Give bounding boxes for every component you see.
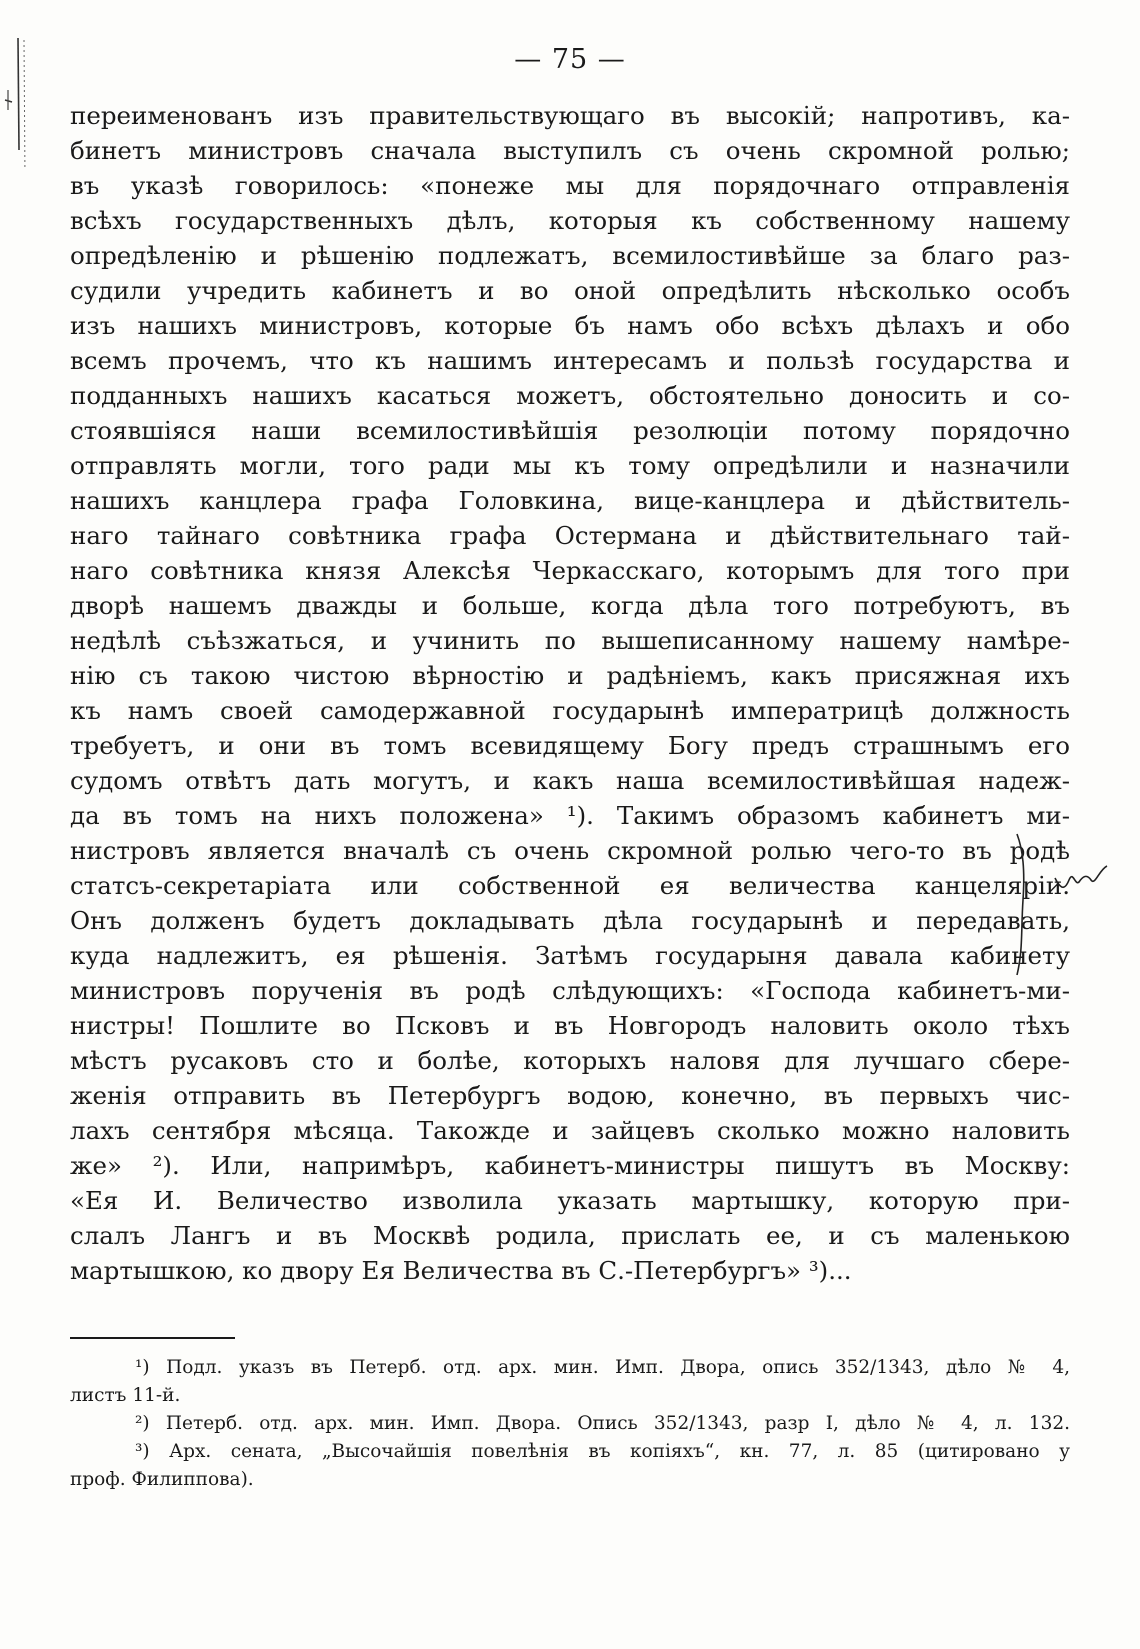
body-line: нистры! Пошлите во Псковъ и въ Новгородъ наловить около тѣхъ [70, 1011, 1070, 1040]
right-margin-bracket-mark [1015, 830, 1125, 980]
body-line: нію съ такою чистою вѣрностію и радѣніемъ, какъ присяжная ихъ [70, 661, 1070, 690]
body-line: нашихъ канцлера графа Головкина, вице-канцлера и дѣйствитель- [70, 486, 1070, 515]
body-line: подданныхъ нашихъ касаться можетъ, обстоятельно доносить и со- [70, 381, 1070, 410]
body-line: мартышкою, ко двору Ея Величества въ С.-Петербургъ» ³)... [70, 1256, 852, 1285]
body-line: лахъ сентября мѣсяца. Такожде и зайцевъ сколько можно наловить [70, 1116, 1070, 1145]
body-line: да въ томъ на нихъ положена» ¹). Такимъ образомъ кабинетъ ми- [70, 801, 1070, 830]
body-line: же» ²). Или, напримѣръ, кабинетъ-министры пишутъ въ Москву: [70, 1151, 1070, 1180]
body-line: недѣлѣ съѣзжаться, и учинить по вышеписанному нашему намѣре- [70, 626, 1070, 655]
footnote-line: проф. Филиппова). [70, 1469, 254, 1490]
page-number: — 75 — [514, 44, 626, 75]
body-line: опредѣленію и рѣшенію подлежатъ, всемилостивѣйше за благо раз- [70, 241, 1070, 270]
footnote-line: ³) Арх. сената, „Высочайшія повелѣнія въ копіяхъ“, кн. 77, л. 85 (цитировано у [135, 1441, 1070, 1462]
body-line: куда надлежитъ, ея рѣшенія. Затѣмъ государыня давала кабинету [70, 941, 1070, 970]
body-line: всѣхъ государственныхъ дѣлъ, которыя къ собственному нашему [70, 206, 1070, 235]
footnote-separator [70, 1337, 235, 1339]
body-line: изъ нашихъ министровъ, которые бъ намъ обо всѣхъ дѣлахъ и обо [70, 311, 1070, 340]
body-line: дворѣ нашемъ дважды и больше, когда дѣла того потребуютъ, въ [70, 591, 1070, 620]
body-line: нистровъ является вначалѣ съ очень скромной ролью чего-то въ родѣ [70, 836, 1070, 865]
footnotes [70, 1354, 1070, 1494]
body-line: переименованъ изъ правительствующаго въ высокій; напротивъ, ка- [70, 101, 1070, 130]
body-line: министровъ порученія въ родѣ слѣдующихъ: «Господа кабинетъ-ми- [70, 976, 1070, 1005]
body-line: бинетъ министровъ сначала выступилъ съ очень скромной ролью; [70, 136, 1070, 165]
footnote-line: ¹) Подл. указъ въ Петерб. отд. арх. мин. Имп. Двора, опись 352/1343, дѣло № 4, [135, 1357, 1070, 1378]
body-line: судили учредить кабинетъ и во оной опредѣлить нѣсколько особъ [70, 276, 1070, 305]
body-line: отправлять могли, того ради мы къ тому опредѣлили и назначили [70, 451, 1070, 480]
body-line: стоявшіяся наши всемилостивѣйшія резолюціи потому порядочно [70, 416, 1070, 445]
body-line: «Ея И. Величество изволила указать мартышку, которую при- [70, 1186, 1070, 1215]
body-line: Онъ долженъ будетъ докладывать дѣла государынѣ и передавать, [70, 906, 1070, 935]
body-line: къ намъ своей самодержавной государынѣ императрицѣ должность [70, 696, 1070, 725]
body-line: наго совѣтника князя Алексѣя Черкасскаго, которымъ для того при [70, 556, 1070, 585]
body-line: слалъ Лангъ и въ Москвѣ родила, прислать ее, и съ маленькою [70, 1221, 1070, 1250]
body-line: статсъ-секретаріата или собственной ея величества канцеляріи. [70, 871, 1070, 900]
left-margin-pencil-mark [0, 30, 40, 170]
body-line: въ указѣ говорилось: «понеже мы для порядочнаго отправленія [70, 171, 1070, 200]
body-line: наго тайнаго совѣтника графа Остермана и дѣйствительнаго тай- [70, 521, 1070, 550]
body-line: мѣстъ русаковъ сто и болѣе, которыхъ наловя для лучшаго сбере- [70, 1046, 1070, 1075]
body-line: судомъ отвѣтъ дать могутъ, и какъ наша всемилостивѣйшая надеж- [70, 766, 1070, 795]
footnote-line: листъ 11-й. [70, 1385, 181, 1406]
body-text [70, 98, 1070, 1288]
body-line: требуетъ, и они въ томъ всевидящему Богу предъ страшнымъ его [70, 731, 1070, 760]
body-line: всемъ прочемъ, что къ нашимъ интересамъ и пользѣ государства и [70, 346, 1070, 375]
body-line: женія отправить въ Петербургъ водою, конечно, въ первыхъ чис- [70, 1081, 1070, 1110]
footnote-line: ²) Петерб. отд. арх. мин. Имп. Двора. Опись 352/1343, разр I, дѣло № 4, л. 132. [135, 1413, 1070, 1434]
